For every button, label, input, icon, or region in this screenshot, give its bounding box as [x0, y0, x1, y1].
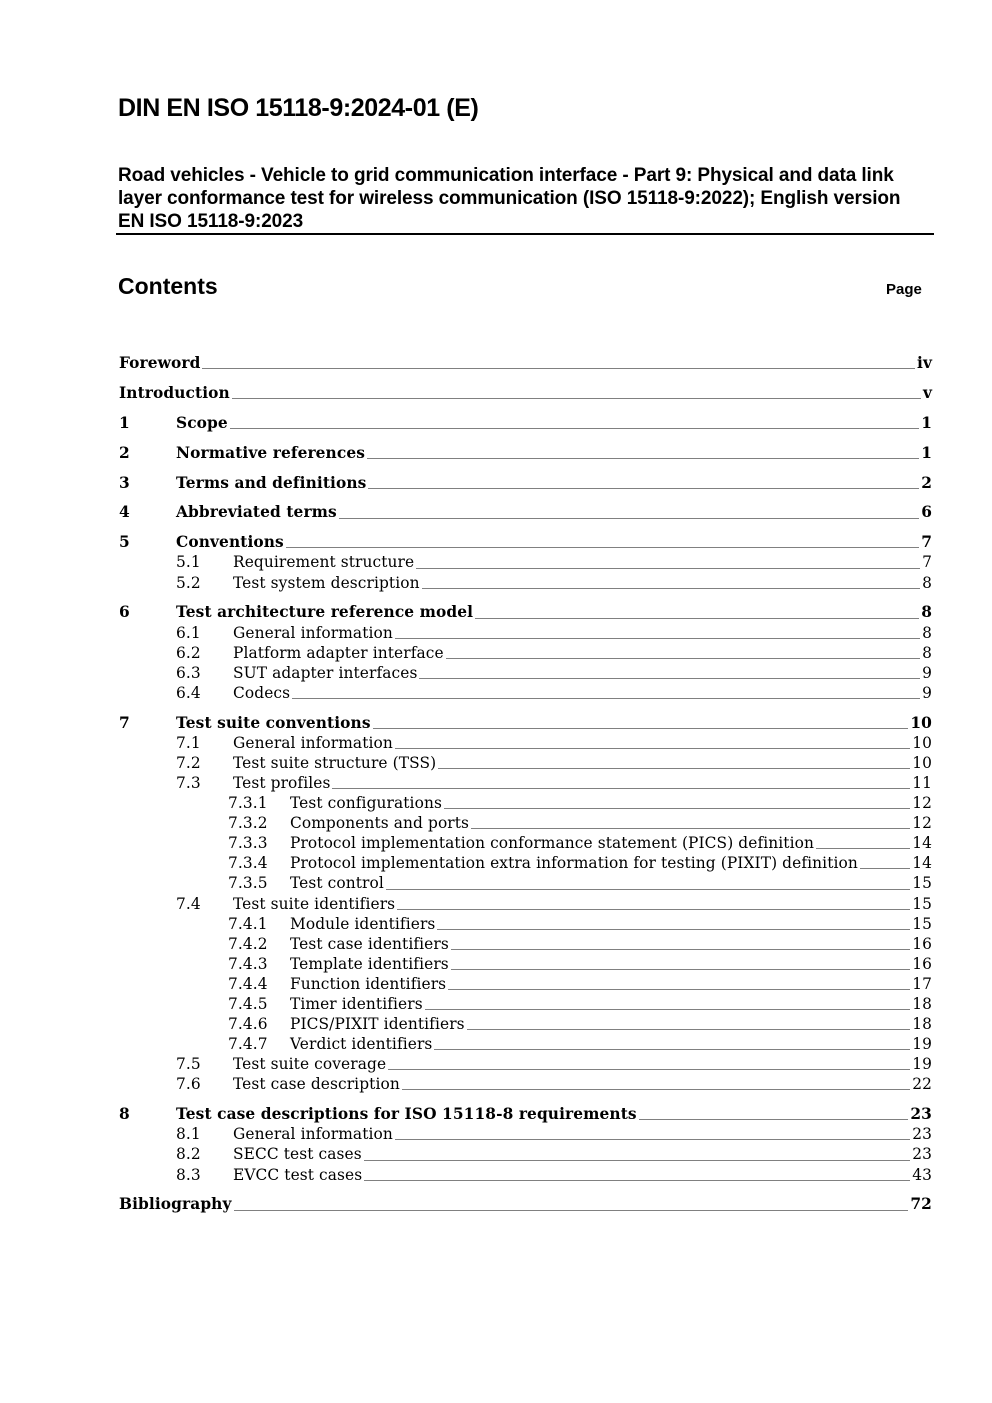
toc-entry-title: Codecs [233, 683, 291, 702]
toc-entry-title: PICS/PIXIT identifiers [290, 1015, 465, 1034]
toc-dot-leader [286, 547, 919, 548]
toc-entry-number: 7.4.2 [228, 934, 268, 953]
toc-entry-title: Test configurations [290, 794, 442, 813]
toc-entry-page: 8 [921, 603, 932, 622]
toc-entry-number: 6.3 [176, 663, 201, 682]
toc-dot-leader [437, 929, 910, 930]
toc-entry-title: EVCC test cases [233, 1165, 363, 1184]
toc-entry-page: 12 [912, 794, 932, 813]
toc-entry[interactable] [119, 1014, 932, 1034]
toc-entry-page: 10 [912, 753, 932, 772]
toc-entry-title: Test suite conventions [176, 713, 371, 732]
toc-entry-page: 16 [912, 934, 932, 953]
toc-entry-title: Conventions [176, 533, 284, 552]
toc-entry[interactable] [119, 443, 932, 463]
toc-entry-title: Normative references [176, 443, 365, 462]
toc-entry-title: Protocol implementation conformance statement (PICS) definition [290, 834, 814, 853]
toc-dot-leader [234, 1210, 909, 1211]
toc-entry-page: 23 [910, 1105, 932, 1124]
toc-entry[interactable] [119, 813, 932, 833]
toc-entry-page: 15 [912, 894, 932, 913]
toc-dot-leader [446, 658, 920, 659]
toc-dot-leader [475, 618, 919, 619]
toc-dot-leader [368, 488, 919, 489]
toc-entry[interactable] [119, 663, 932, 683]
toc-entry-number: 8.2 [176, 1145, 201, 1164]
toc-dot-leader [202, 368, 915, 369]
toc-entry-title: Test case identifiers [290, 934, 449, 953]
toc-dot-leader [232, 398, 921, 399]
toc-entry-page: 6 [921, 503, 932, 522]
toc-entry[interactable] [119, 1165, 932, 1185]
toc-entry-page: 23 [912, 1125, 932, 1144]
page-column-label: Page [886, 281, 922, 298]
toc-entry-title: Test suite identifiers [233, 894, 396, 913]
toc-entry-number: 7.1 [176, 733, 201, 752]
toc-entry-page: 18 [912, 995, 932, 1013]
toc-dot-leader [422, 588, 920, 589]
toc-entry-number: 1 [119, 413, 130, 432]
toc-entry[interactable] [119, 1104, 932, 1124]
toc-entry-title: Test suite coverage [233, 1055, 387, 1074]
toc-entry[interactable] [119, 773, 932, 793]
toc-entry-number: 7.4.7 [228, 1035, 268, 1054]
toc-entry-page: 2 [921, 473, 932, 492]
toc-entry-number: 5.1 [176, 553, 201, 572]
toc-entry-page: 14 [912, 854, 932, 873]
toc-entry-title: Test system description [233, 573, 420, 592]
toc-entry[interactable] [119, 713, 932, 733]
toc-entry-title: Timer identifiers [290, 995, 423, 1013]
toc-dot-leader [230, 428, 919, 429]
toc-entry-page: 1 [921, 413, 932, 432]
toc-entry-number: 8.1 [176, 1125, 201, 1144]
toc-dot-leader [419, 678, 920, 679]
toc-entry-number: 6.4 [176, 683, 201, 702]
toc-entry-page: 15 [912, 914, 932, 933]
toc-entry[interactable] [119, 974, 932, 994]
document-title: Road vehicles - Vehicle to grid communication interface - Part 9: Physical and data link layer conformance test for wireless communication (ISO 15118-9:2022); English version EN ISO 15118-9:2023 [118, 165, 901, 232]
toc-entry-number: 5.2 [176, 573, 201, 592]
toc-entry-title: Abbreviated terms [176, 503, 337, 522]
toc-entry-number: 4 [119, 503, 130, 522]
toc-entry-page: 15 [912, 874, 932, 893]
toc-entry-title: Test profiles [233, 773, 331, 792]
toc-entry[interactable] [119, 383, 932, 403]
toc-entry-page: 7 [921, 533, 932, 552]
toc-entry-page: iv [917, 354, 932, 372]
toc-dot-leader [395, 638, 920, 639]
toc-entry-page: 8 [922, 623, 932, 642]
toc-entry-number: 7.3.4 [228, 854, 268, 873]
toc-entry[interactable] [119, 1034, 932, 1054]
toc-entry-page: 23 [912, 1145, 932, 1164]
toc-entry[interactable] [119, 623, 932, 643]
toc-dot-leader [425, 1009, 910, 1010]
toc-entry-page: 43 [912, 1165, 932, 1184]
toc-entry-page: 72 [910, 1195, 932, 1214]
toc-entry-number: 6 [119, 603, 130, 622]
toc-entry-title: Bibliography [119, 1195, 232, 1214]
toc-entry-title: Function identifiers [290, 974, 447, 993]
toc-entry[interactable] [119, 602, 932, 622]
toc-dot-leader [416, 568, 920, 569]
toc-entry-page: 18 [912, 1015, 932, 1034]
toc-entry-number: 7.2 [176, 753, 201, 772]
toc-entry-number: 2 [119, 443, 130, 462]
toc-entry[interactable] [119, 1144, 932, 1164]
toc-entry-number: 7.4 [176, 894, 201, 913]
toc-entry-page: 9 [922, 683, 932, 702]
toc-entry-title: Requirement structure [233, 553, 415, 572]
toc-dot-leader [339, 518, 919, 519]
toc-dot-leader [444, 808, 910, 809]
toc-entry-title: General information [233, 733, 393, 752]
toc-entry-title: Template identifiers [290, 954, 449, 973]
toc-entry-title: General information [233, 1125, 393, 1144]
toc-dot-leader [438, 768, 910, 769]
toc-entry-number: 7.4.5 [228, 995, 268, 1013]
toc-entry-number: 7.3.5 [228, 874, 268, 893]
toc-dot-leader [364, 1180, 910, 1181]
toc-entry-page: 17 [912, 974, 932, 993]
toc-entry-page: v [922, 383, 932, 402]
toc-entry-title: Verdict identifiers [290, 1035, 433, 1054]
toc-entry-title: Module identifiers [290, 914, 436, 933]
toc-entry-title: Protocol implementation extra information for testing (PIXIT) definition [290, 854, 858, 873]
toc-entry-title: Components and ports [290, 814, 470, 833]
toc-entry-number: 3 [119, 473, 130, 492]
toc-entry-title: Test control [290, 874, 384, 893]
toc-entry-title: Introduction [119, 383, 230, 402]
toc-dot-leader [434, 1049, 910, 1050]
document-id: DIN EN ISO 15118-9:2024-01 (E) [118, 94, 479, 122]
toc-dot-leader [395, 1139, 910, 1140]
toc-entry[interactable] [119, 1054, 932, 1074]
toc-dot-leader [402, 1089, 910, 1090]
toc-entry[interactable] [119, 413, 932, 433]
toc-entry[interactable] [119, 894, 932, 914]
toc-entry[interactable] [119, 643, 932, 663]
toc-entry[interactable] [119, 873, 932, 893]
toc-entry-number: 6.1 [176, 623, 201, 642]
toc-entry-page: 11 [912, 773, 932, 792]
toc-entry-title: Test suite structure (TSS) [233, 753, 437, 772]
toc-dot-leader [386, 889, 910, 890]
toc-dot-leader [816, 848, 910, 849]
toc-dot-leader [471, 828, 910, 829]
contents-heading: Contents [118, 273, 218, 299]
toc-dot-leader [860, 868, 910, 869]
toc-dot-leader [364, 1160, 911, 1161]
toc-entry[interactable] [119, 1124, 932, 1144]
toc-entry-page: 22 [912, 1075, 932, 1094]
toc-entry-title: Test architecture reference model [176, 603, 474, 622]
toc-entry-number: 7.3 [176, 773, 201, 792]
toc-dot-leader [448, 989, 910, 990]
toc-entry-page: 7 [922, 553, 932, 572]
toc-entry[interactable] [119, 853, 932, 873]
toc-entry[interactable] [119, 733, 932, 753]
toc-entry-number: 8.3 [176, 1165, 201, 1184]
toc-entry-page: 8 [922, 573, 932, 592]
title-rule [116, 233, 934, 235]
table-of-contents [119, 353, 932, 1215]
toc-entry-number: 7.3.3 [228, 834, 268, 853]
toc-entry[interactable] [119, 1074, 932, 1094]
toc-entry-title: Scope [176, 413, 228, 432]
toc-entry-number: 7.6 [176, 1075, 201, 1094]
toc-entry-page: 10 [910, 713, 932, 732]
toc-entry[interactable] [119, 753, 932, 773]
toc-dot-leader [395, 748, 910, 749]
toc-entry-page: 10 [912, 733, 932, 752]
toc-entry-number: 5 [119, 533, 130, 552]
toc-entry-number: 7.4.4 [228, 974, 268, 993]
toc-entry[interactable] [119, 502, 932, 522]
toc-dot-leader [467, 1029, 911, 1030]
toc-dot-leader [332, 788, 910, 789]
toc-dot-leader [292, 698, 920, 699]
toc-dot-leader [373, 728, 909, 729]
toc-dot-leader [367, 458, 919, 459]
toc-entry-title: Platform adapter interface [233, 643, 444, 662]
toc-entry-number: 7.4.1 [228, 914, 268, 933]
toc-entry-number: 8 [119, 1105, 130, 1124]
toc-entry-number: 7.4.3 [228, 954, 268, 973]
toc-entry[interactable] [119, 552, 932, 572]
toc-entry[interactable] [119, 473, 932, 493]
toc-entry[interactable] [119, 683, 932, 703]
toc-entry[interactable] [119, 573, 932, 593]
toc-entry-number: 6.2 [176, 643, 201, 662]
toc-entry[interactable] [119, 994, 932, 1014]
toc-entry-number: 7.3.2 [228, 814, 268, 833]
toc-entry-page: 19 [912, 1055, 932, 1074]
toc-entry-title: Foreword [119, 354, 201, 372]
toc-entry[interactable] [119, 353, 932, 373]
toc-entry[interactable] [119, 914, 932, 934]
toc-entry-page: 8 [922, 643, 932, 662]
toc-entry-page: 12 [912, 814, 932, 833]
toc-entry[interactable] [119, 833, 932, 853]
toc-entry-number: 7 [119, 713, 130, 732]
toc-entry[interactable] [119, 934, 932, 954]
toc-dot-leader [397, 909, 910, 910]
toc-entry-title: Test case descriptions for ISO 15118-8 requirements [176, 1105, 637, 1124]
toc-entry-title: SUT adapter interfaces [233, 663, 418, 682]
toc-entry[interactable] [119, 532, 932, 552]
toc-entry-title: Test case description [233, 1075, 400, 1094]
toc-dot-leader [388, 1069, 910, 1070]
toc-entry-page: 14 [912, 834, 932, 853]
toc-entry-page: 16 [912, 954, 932, 973]
toc-entry-number: 7.5 [176, 1055, 201, 1074]
toc-entry-number: 7.4.6 [228, 1015, 268, 1034]
toc-entry[interactable] [119, 793, 932, 813]
toc-dot-leader [451, 949, 910, 950]
toc-dot-leader [639, 1119, 909, 1120]
toc-entry-title: Terms and definitions [176, 473, 367, 492]
toc-entry-title: General information [233, 623, 393, 642]
toc-dot-leader [451, 969, 910, 970]
toc-entry[interactable] [119, 954, 932, 974]
toc-entry[interactable] [119, 1194, 932, 1214]
toc-entry-page: 1 [921, 443, 932, 462]
toc-entry-number: 7.3.1 [228, 794, 268, 813]
toc-entry-title: SECC test cases [233, 1145, 362, 1164]
toc-entry-page: 9 [922, 663, 932, 682]
toc-entry-page: 19 [912, 1035, 932, 1054]
